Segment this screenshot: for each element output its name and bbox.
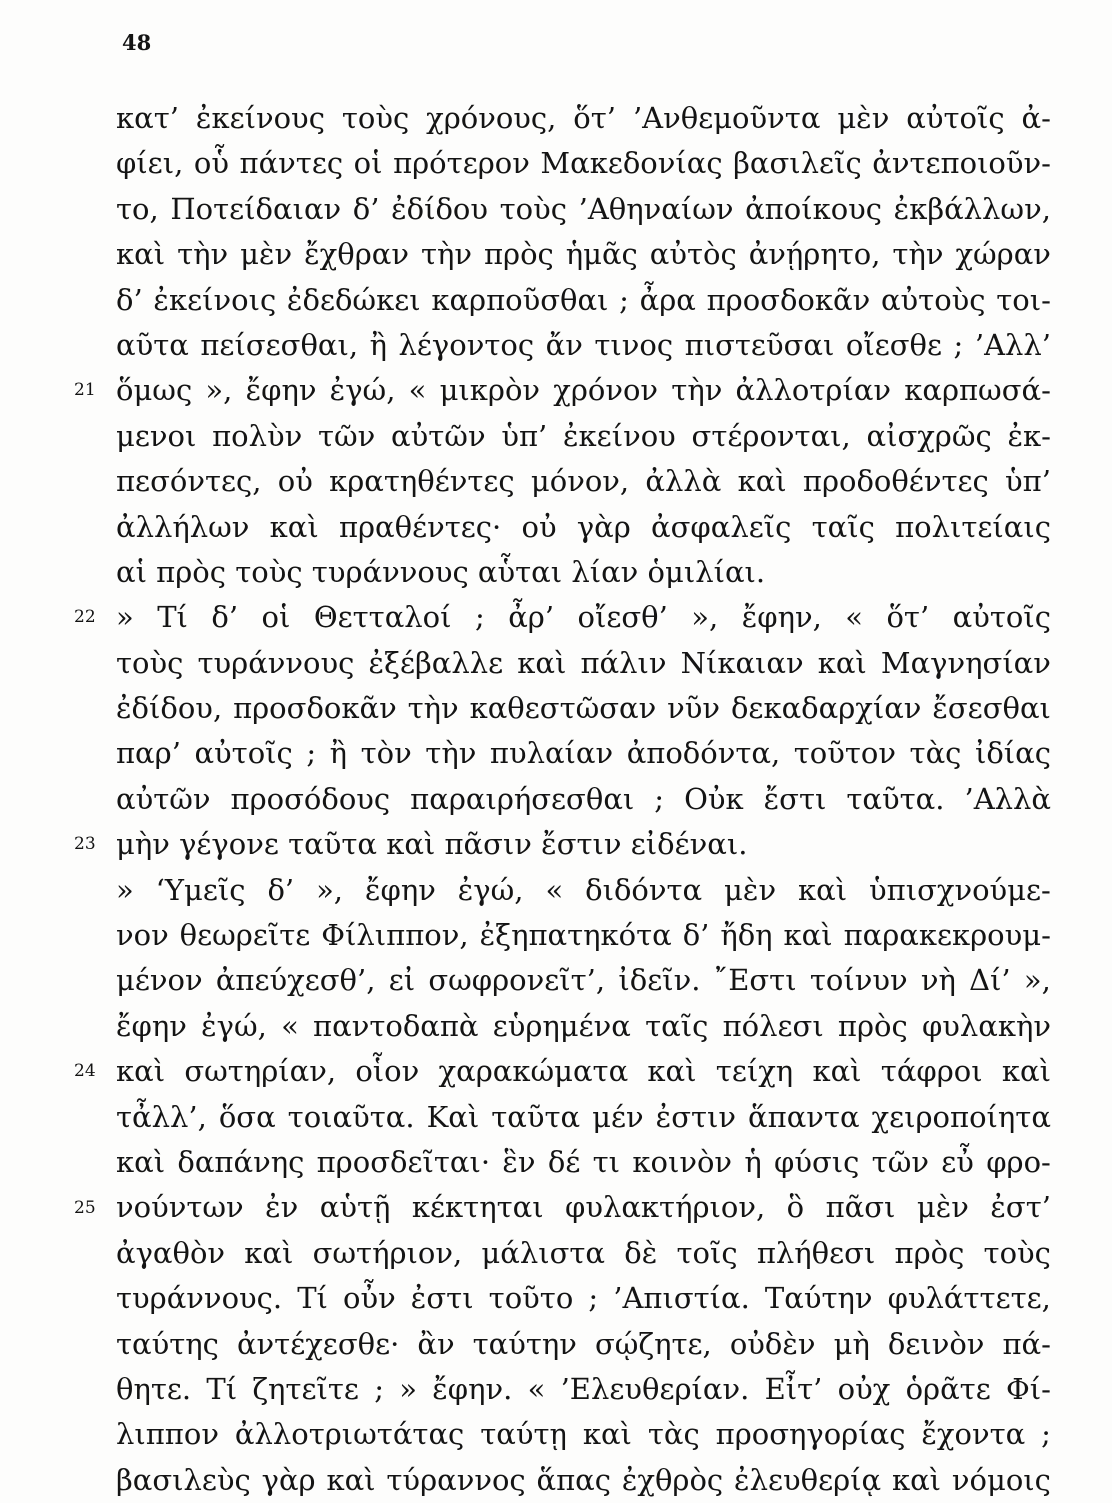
text-line: μὴν γέγονε ταῦτα καὶ πᾶσιν ἔστιν εἰδέναι. xyxy=(116,827,748,862)
text-line: μένον ἀπεύχεσθ’, εἰ σωφρονεῖτ’, ἰδεῖν. ῎Εστι τοίνυν νὴ Δί’ », xyxy=(116,963,1051,998)
text-line: τυράννους. Τί οὖν ἐστι τοῦτο ; ’Απιστία. Ταύτην φυλάττετε, xyxy=(116,1281,1051,1316)
text-line: το, Ποτείδαιαν δ’ ἐδίδου τοὺς ’Αθηναίων ἀποίκους ἐκβάλλων, xyxy=(116,191,1051,226)
text-line: κατ’ ἐκείνους τοὺς χρόνους, ὅτ’ ’Ανθεμοῦντα μὲν αὐτοῖς ἀ- xyxy=(116,101,1051,135)
text-line: ἐδίδου, προσδοκᾶν τὴν καθεστῶσαν νῦν δεκαδαρχίαν ἔσεσθαι xyxy=(116,691,1051,726)
text-line: νον θεωρεῖτε Φίλιππον, ἐξηπατηκότα δ’ ἤδη καὶ παρακεκρουμ- xyxy=(116,918,1051,953)
section-number: 22 xyxy=(74,607,96,628)
text-line: ὅμως », ἔφην ἐγώ, « μικρὸν χρόνον τὴν ἀλλοτρίαν καρπωσά- xyxy=(116,373,1051,408)
section-number: 21 xyxy=(74,380,96,401)
text-line: ἀγαθὸν καὶ σωτήριον, μάλιστα δὲ τοῖς πλήθεσι πρὸς τοὺς xyxy=(116,1235,1051,1270)
text-line: φίει, οὗ πάντες οἱ πρότερον Μακεδονίας βασιλεῖς ἀντεποιοῦν- xyxy=(116,146,1051,181)
text-line: ἀλλήλων καὶ πραθέντες· οὐ γὰρ ἀσφαλεῖς ταῖς πολιτείαις xyxy=(116,509,1051,544)
text-line: πεσόντες, οὐ κρατηθέντες μόνον, ἀλλὰ καὶ προδοθέντες ὑπ’ xyxy=(116,464,1051,499)
text-line: καὶ τὴν μὲν ἔχθραν τὴν πρὸς ἡμᾶς αὐτὸς ἀνῄρητο, τὴν χώραν xyxy=(116,237,1051,272)
text-line: δ’ ἐκείνοις ἐδεδώκει καρποῦσθαι ; ἆρα προσδοκᾶν αὐτοὺς τοι- xyxy=(116,282,1051,317)
text-line: μενοι πολὺν τῶν αὐτῶν ὑπ’ ἐκείνου στέρονται, αἰσχρῶς ἐκ- xyxy=(116,418,1051,453)
text-line: αἱ πρὸς τοὺς τυράννους αὗται λίαν ὁμιλίαι. xyxy=(116,554,766,589)
section-number: 25 xyxy=(74,1197,96,1218)
text-line: αὐτῶν προσόδους παραιρήσεσθαι ; Οὐκ ἔστι ταῦτα. ’Αλλὰ xyxy=(116,781,1051,816)
text-line: λιππον ἀλλοτριωτάτας ταύτῃ καὶ τὰς προσηγορίας ἔχοντα ; xyxy=(116,1417,1051,1452)
text-line: » Τί δ’ οἱ Θετταλοί ; ἆρ’ οἴεσθ’ », ἔφην, « ὅτ’ αὐτοῖς xyxy=(116,600,1051,635)
page-number: 48 xyxy=(122,30,152,55)
text-line: » ‘Υμεῖς δ’ », ἔφην ἐγώ, « διδόντα μὲν καὶ ὑπισχνούμε- xyxy=(116,872,1051,907)
section-number: 24 xyxy=(74,1061,96,1082)
text-line: ἔφην ἐγώ, « παντοδαπὰ εὑρημένα ταῖς πόλεσι πρὸς φυλακὴν xyxy=(116,1008,1051,1043)
text-line: ταύτης ἀντέχεσθε· ἂν ταύτην σῴζητε, οὐδὲν μὴ δεινὸν πά- xyxy=(116,1326,1051,1361)
text-line: τἆλλ’, ὅσα τοιαῦτα. Καὶ ταῦτα μέν ἐστιν ἅπαντα χειροποίητα xyxy=(116,1099,1051,1134)
text-line: καὶ δαπάνης προσδεῖται· ἓν δέ τι κοινὸν ἡ φύσις τῶν εὖ φρο- xyxy=(116,1144,1051,1179)
section-numbers xyxy=(0,0,110,1500)
text-line: βασιλεὺς γὰρ καὶ τύραννος ἅπας ἐχθρὸς ἐλευθερίᾳ καὶ νόμοις xyxy=(116,1462,1051,1497)
text-body xyxy=(116,96,1051,1503)
text-line: θητε. Τί ζητεῖτε ; » ἔφην. « ’Ελευθερίαν. Εἶτ’ οὐχ ὁρᾶτε Φί- xyxy=(116,1371,1051,1406)
text-line: καὶ σωτηρίαν, οἷον χαρακώματα καὶ τείχη καὶ τάφροι καὶ xyxy=(116,1054,1051,1089)
text-line: παρ’ αὐτοῖς ; ἢ τὸν τὴν πυλαίαν ἀποδόντα, τοῦτον τὰς ἰδίας xyxy=(116,736,1051,771)
text-line: τοὺς τυράννους ἐξέβαλλε καὶ πάλιν Νίκαιαν καὶ Μαγνησίαν xyxy=(116,645,1051,680)
section-number: 23 xyxy=(74,834,96,855)
text-line: αῦτα πείσεσθαι, ἢ λέγοντος ἄν τινος πιστεῦσαι οἴεσθε ; ’Αλλ’ xyxy=(116,327,1051,362)
text-line: νούντων ἐν αὑτῇ κέκτηται φυλακτήριον, ὃ πᾶσι μὲν ἐστ’ xyxy=(116,1190,1051,1225)
